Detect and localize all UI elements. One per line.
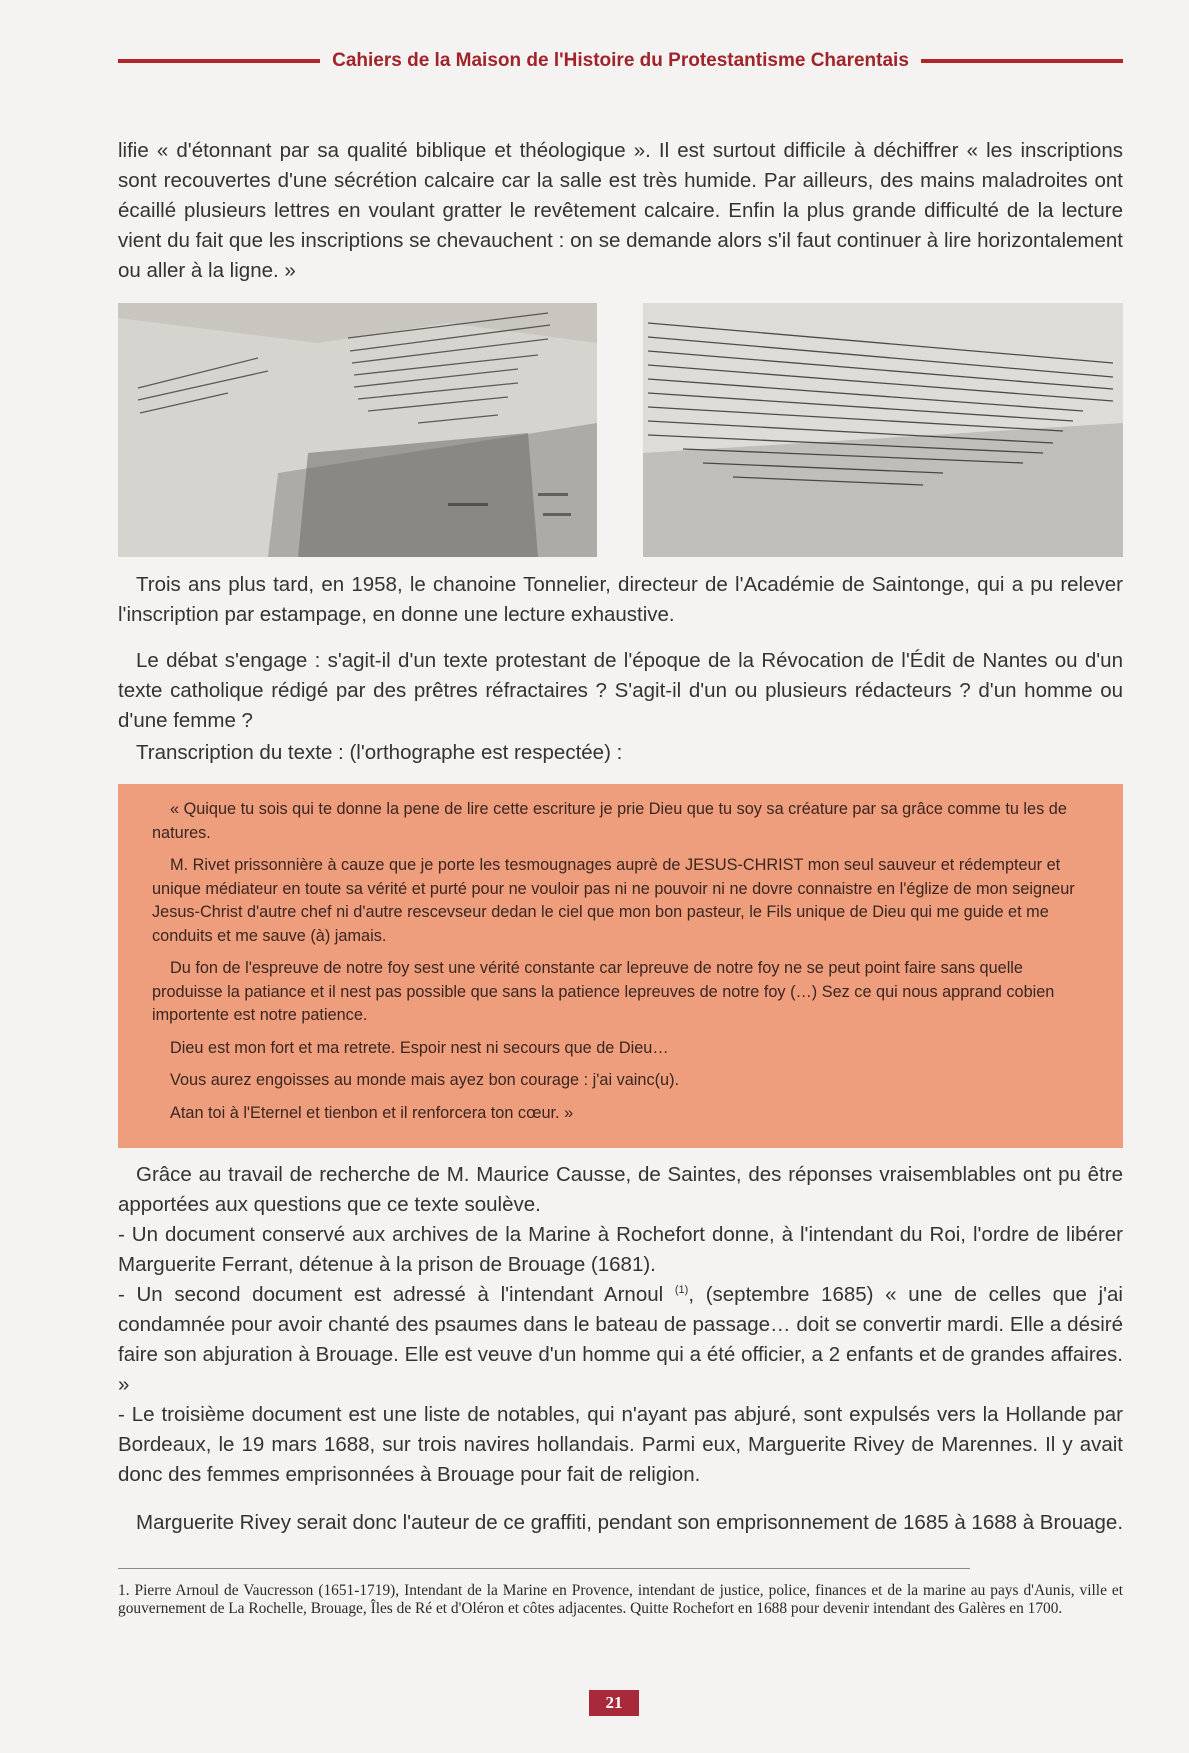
paragraph-document-3 <box>118 1400 1123 1490</box>
grace-text: Grâce au travail de recherche de M. Maurice Causse, de Saintes, des réponses vraisemblables ont pu être apportées aux questions que ce texte soulève. <box>118 1163 1123 1216</box>
paragraph-conclusion <box>118 1508 1123 1538</box>
paragraph-document-1 <box>118 1220 1123 1280</box>
quote-line: M. Rivet prissonnière à cauze que je porte les tesmougnages auprè de JESUS-CHRIST mon seul sauveur et rédempteur et unique médiateur en toute sa vérité et purté pour ne vouloir pas ni ne pouvoir ni ne dovre connaistre en l'églize de mon seigneur Jesus-Christ d'autre chef ni d'autre rescevseur dedan le ciel que mon bon pasteur, le Fils unique de Dieu qui me guide et me conduits et me sauve (à) jamais. <box>152 856 1075 945</box>
header-rule-left <box>118 59 320 63</box>
intro-text: lifie « d'étonnant par sa qualité biblique et théologique ». Il est surtout difficile à déchiffrer « les inscriptions sont recouvertes d'une sécrétion calcaire car la salle est très humide. Par ailleurs, des mains maladroites ont écaillé plusieurs lettres en voulant gratter le revêtement calcaire. Enfin la plus grande difficulté de la lecture vient du fait que les inscriptions se chevauchent : on se demande alors s'il faut continuer à lire horizontalement ou aller à la ligne. » <box>118 139 1123 282</box>
paragraph-transcription-label <box>118 738 1123 768</box>
quote-line: Du fon de l'espreuve de notre foy sest une vérité constante car lepreuve de notre foy ne se peut point faire sans quelle produisse la patiance et il nest pas possible que sans la patience lepreuves de notre foy (…) Sez ce qui nous apprand cobien importente est notre patience. <box>152 959 1055 1024</box>
document-2-text <box>118 1280 1123 1400</box>
graffiti-photo-left-image <box>118 303 597 557</box>
graffiti-photo-left <box>118 303 597 557</box>
running-header <box>118 46 1123 76</box>
graffiti-photo-right <box>643 303 1123 557</box>
paragraph-debat <box>118 646 1123 736</box>
paragraph-document-2 <box>118 1280 1123 1400</box>
quote-line: Dieu est mon fort et ma retrete. Espoir nest ni secours que de Dieu… <box>170 1038 669 1057</box>
debat-text: Le débat s'engage : s'agit-il d'un texte protestant de l'époque de la Révocation de l'Édit de Nantes ou d'un texte catholique rédigé par des prêtres réfractaires ? S'agit-il d'un ou plusieurs rédacteurs ? d'un homme ou d'une femme ? <box>118 649 1123 732</box>
transcription-label: Transcription du texte : (l'orthographe est respectée) : <box>136 741 623 764</box>
paragraph-grace <box>118 1160 1123 1220</box>
document-2-text-end: , (septembre 1685) « une de celles que j'ai condamnée pour avoir chanté des psaumes dans le bateau de passage… doit se convertir mardi. Elle a désiré faire son abjuration à Brouage. Elle est veuve d'un homme qui a été officier, a 2 enfants et de grandes affaires. » <box>118 1283 1123 1396</box>
footnote: 1. Pierre Arnoul de Vaucresson (1651-1719), Intendant de la Marine en Provence, intendant de justice, police, finances et de la marine au pays d'Aunis, ville et gouvernement de La Rochelle, Brouage, Îles de Ré et d'Oléron et côtes adjacentes. Quitte Rochefort en 1688 pour devenir intendant des Galères en 1700. <box>118 1582 1123 1617</box>
trois-ans-text: Trois ans plus tard, en 1958, le chanoine Tonnelier, directeur de l'Académie de Saintonge, qui a pu relever l'inscription par estampage, en donne une lecture exhaustive. <box>118 573 1123 626</box>
footnote-divider <box>118 1568 970 1569</box>
header-rule-right <box>921 59 1123 63</box>
footnote-reference[interactable]: (1) <box>674 1284 689 1297</box>
document-2-text-start: - Un second document est adressé à l'intendant Arnoul <box>118 1283 675 1306</box>
conclusion-text: Marguerite Rivey serait donc l'auteur de ce graffiti, pendant son emprisonnement de 1685 à 1688 à Brouage. <box>136 1511 1124 1534</box>
document-3-text: - Le troisième document est une liste de notables, qui n'ayant pas abjuré, sont expulsés vers la Hollande par Bordeaux, le 19 mars 1688, sur trois navires hollandais. Parmi eux, Marguerite Rivey de Marennes. Il y avait donc des femmes emprisonnées à Brouage pour fait de religion. <box>118 1403 1123 1486</box>
quote-line: Atan toi à l'Eternel et tienbon et il renforcera ton cœur. » <box>170 1103 574 1122</box>
quote-line: Vous aurez engoisses au monde mais ayez bon courage : j'ai vainc(u). <box>170 1071 680 1089</box>
transcription-quote-box <box>118 784 1123 1148</box>
document-1-text: - Un document conservé aux archives de la Marine à Rochefort donne, à l'intendant du Roi, l'ordre de libérer Marguerite Ferrant, détenue à la prison de Brouage (1681). <box>118 1223 1123 1276</box>
paragraph-trois-ans <box>118 570 1123 630</box>
paragraph-intro <box>118 136 1123 286</box>
graffiti-photo-right-image <box>643 303 1123 557</box>
journal-title: Cahiers de la Maison de l'Histoire du Protestantisme Charentais <box>332 50 909 71</box>
page-number: 21 <box>589 1690 639 1716</box>
quote-line: « Quique tu sois qui te donne la pene de lire cette escriture je prie Dieu que tu soy sa créature par sa grâce comme tu les de natures. <box>152 800 1067 842</box>
